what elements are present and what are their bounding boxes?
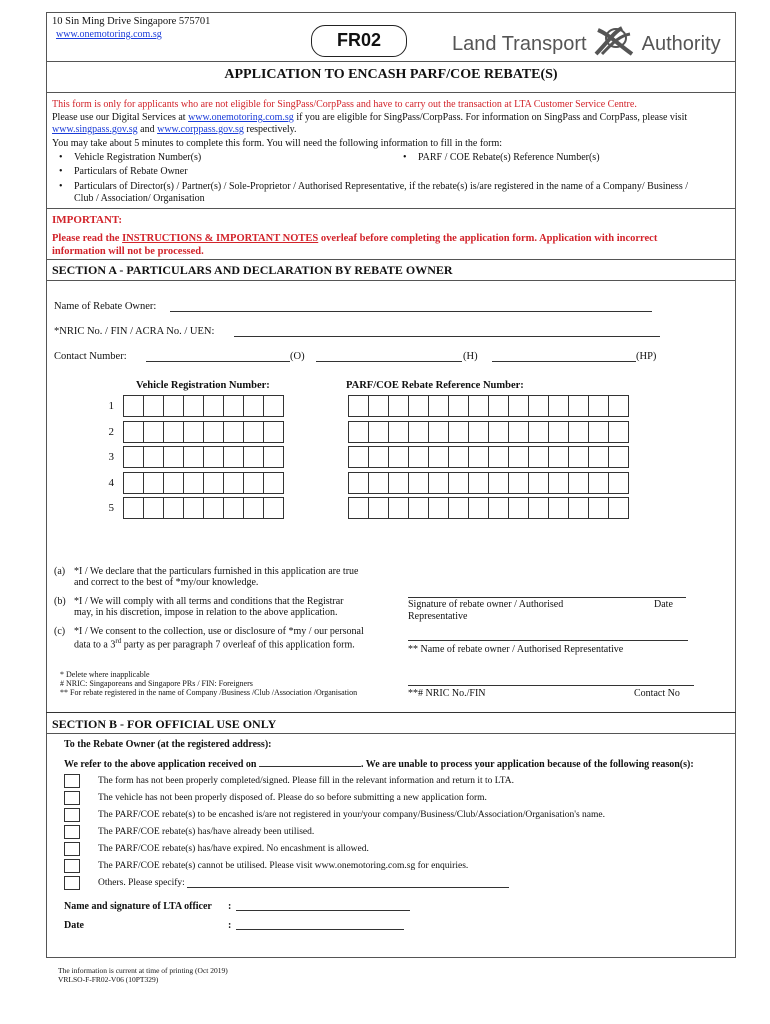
row-number: 1 (108, 400, 114, 412)
reason-checkbox[interactable] (64, 825, 80, 839)
rebate-char-box[interactable] (548, 421, 569, 443)
vehicle-char-box[interactable] (163, 497, 184, 519)
vehicle-char-box[interactable] (243, 395, 264, 417)
reason-item (64, 876, 509, 890)
rebate-char-box[interactable] (428, 421, 449, 443)
rebate-char-box[interactable] (608, 421, 629, 443)
intro-text: respectively. (243, 124, 297, 135)
address: 10 Sin Ming Drive Singapore 575701 (52, 16, 211, 27)
registration-row (104, 497, 628, 519)
rebate-char-box[interactable] (548, 472, 569, 494)
signature-label-2: Representative (408, 611, 468, 622)
declaration-c-line1: *I / We consent to the collection, use or disclosure of *my / our personal (74, 626, 364, 637)
instructions-link[interactable]: INSTRUCTIONS & IMPORTANT NOTES (122, 233, 319, 244)
rebate-char-box[interactable] (408, 446, 429, 468)
representative-name-field[interactable] (408, 640, 688, 641)
vehicle-char-box[interactable] (123, 472, 144, 494)
rebate-char-box[interactable] (488, 472, 509, 494)
divider (46, 259, 736, 260)
logo-text-right: Authority (641, 32, 721, 55)
intro-line-2 (52, 112, 687, 123)
vehicle-char-box[interactable] (123, 395, 144, 417)
contact-home-field[interactable] (316, 352, 462, 362)
important-text-part: Please read the (52, 233, 123, 244)
rebate-char-box[interactable] (408, 421, 429, 443)
registration-row (104, 472, 628, 494)
bullet-item: • Vehicle Registration Number(s) (74, 152, 201, 163)
rebate-char-box[interactable] (468, 497, 489, 519)
vehicle-char-box[interactable] (183, 421, 204, 443)
rebate-char-box[interactable] (528, 446, 549, 468)
form-title: APPLICATION TO ENCASH PARF/COE REBATE(S) (224, 67, 558, 82)
rebate-char-box[interactable] (428, 446, 449, 468)
refer-text: . We are unable to process your application because of the following reason(s): (360, 759, 694, 770)
reason-item (64, 842, 369, 856)
declaration-c-superscript: rd (115, 637, 122, 645)
rebate-char-box[interactable] (468, 472, 489, 494)
corppass-link[interactable]: www.corppass.gov.sg (157, 124, 244, 135)
vehicle-char-box[interactable] (203, 421, 224, 443)
declaration-a-marker: (a) (54, 566, 66, 577)
nric-contact-field[interactable] (408, 685, 694, 686)
rebate-char-box[interactable] (428, 472, 449, 494)
rebate-char-box[interactable] (448, 472, 469, 494)
rebate-owner-name-label: Name of Rebate Owner: (54, 301, 157, 312)
intro-text: if you are eligible for SingPass/CorpPass. For information on SingPass and CorpPass, please visit (293, 112, 688, 123)
rebate-char-box[interactable] (568, 497, 589, 519)
vehicle-char-box[interactable] (243, 497, 264, 519)
vehicle-char-box[interactable] (143, 395, 164, 417)
rebate-char-box[interactable] (348, 421, 369, 443)
vehicle-char-box[interactable] (203, 472, 224, 494)
rebate-char-box[interactable] (488, 446, 509, 468)
rebate-char-box[interactable] (488, 421, 509, 443)
vehicle-char-box[interactable] (243, 472, 264, 494)
rebate-char-box[interactable] (388, 446, 409, 468)
rebate-char-box[interactable] (368, 421, 389, 443)
note-company: ** For rebate registered in the name of Company /Business /Club /Association /Organisation (60, 688, 358, 697)
lta-logo (452, 24, 721, 64)
divider (46, 92, 736, 93)
contact-office-suffix: (O) (290, 351, 305, 362)
declaration-c-marker: (c) (54, 626, 66, 637)
rebate-reference-boxes (348, 472, 628, 494)
reason-text: The form has not been properly completed/signed. Please fill in the relevant information and return it to LTA. (98, 776, 514, 786)
reason-checkbox[interactable] (64, 842, 80, 856)
rebate-reference-header: PARF/COE Rebate Reference Number: (346, 380, 524, 391)
vehicle-char-box[interactable] (163, 446, 184, 468)
reason-checkbox[interactable] (64, 774, 80, 788)
reason-item (64, 774, 514, 788)
signature-field[interactable] (408, 597, 686, 598)
onemotoring-link[interactable]: www.onemotoring.com.sg (188, 112, 294, 123)
row-number: 4 (108, 476, 114, 489)
rebate-reference-boxes (348, 421, 628, 443)
nric-fin-label: **# NRIC No./FIN (408, 688, 486, 699)
vehicle-char-box[interactable] (143, 497, 164, 519)
footer-print-note: The information is current at time of printing (Oct 2019) (58, 966, 228, 975)
important-text-2: information will not be processed. (52, 246, 204, 257)
intro-text: Please use our Digital Services at (52, 112, 189, 123)
reason-text: The vehicle has not been properly disposed of. Please do so before submitting a new application form. (98, 793, 487, 803)
website-link[interactable]: www.onemotoring.com.sg (56, 29, 162, 40)
rebate-char-box[interactable] (388, 395, 409, 417)
vehicle-char-box[interactable] (243, 421, 264, 443)
reason-checkbox[interactable] (64, 791, 80, 805)
rebate-char-box[interactable] (608, 446, 629, 468)
rebate-char-box[interactable] (508, 446, 529, 468)
rebate-char-box[interactable] (608, 497, 629, 519)
registration-row (104, 395, 628, 417)
declaration-a-line2: and correct to the best of *my/our knowledge. (74, 577, 259, 588)
nric-label: *NRIC No. / FIN / ACRA No. / UEN: (54, 326, 215, 337)
vehicle-char-box[interactable] (243, 446, 264, 468)
vehicle-char-box[interactable] (263, 421, 284, 443)
vehicle-registration-header: Vehicle Registration Number: (136, 380, 270, 391)
vehicle-char-box[interactable] (263, 497, 284, 519)
rebate-char-box[interactable] (608, 395, 629, 417)
rebate-char-box[interactable] (428, 497, 449, 519)
vehicle-char-box[interactable] (123, 446, 144, 468)
vehicle-char-box[interactable] (183, 472, 204, 494)
vehicle-char-box[interactable] (223, 421, 244, 443)
vehicle-char-box[interactable] (183, 395, 204, 417)
reason-checkbox[interactable] (64, 808, 80, 822)
rebate-char-box[interactable] (408, 497, 429, 519)
rebate-owner-name-field[interactable] (170, 302, 652, 312)
refer-line (64, 757, 694, 770)
vehicle-char-box[interactable] (143, 446, 164, 468)
vehicle-char-box[interactable] (203, 446, 224, 468)
rebate-char-box[interactable] (568, 395, 589, 417)
rebate-char-box[interactable] (548, 446, 569, 468)
reason-item (64, 791, 487, 805)
divider (46, 61, 736, 62)
rebate-char-box[interactable] (508, 421, 529, 443)
rebate-char-box[interactable] (548, 395, 569, 417)
row-number: 5 (108, 502, 114, 514)
rebate-char-box[interactable] (348, 472, 369, 494)
registration-row (104, 446, 628, 468)
rebate-reference-boxes (348, 497, 628, 519)
rebate-char-box[interactable] (448, 446, 469, 468)
rebate-char-box[interactable] (408, 472, 429, 494)
vehicle-char-box[interactable] (143, 472, 164, 494)
rebate-char-box[interactable] (388, 472, 409, 494)
vehicle-char-box[interactable] (163, 421, 184, 443)
vehicle-char-box[interactable] (123, 497, 144, 519)
rebate-char-box[interactable] (588, 421, 609, 443)
rebate-char-box[interactable] (568, 472, 589, 494)
rebate-char-box[interactable] (488, 497, 509, 519)
rebate-char-box[interactable] (348, 446, 369, 468)
rebate-char-box[interactable] (548, 497, 569, 519)
refer-text: We refer to the above application received on (64, 759, 259, 770)
important-text (52, 233, 657, 244)
rebate-reference-boxes (348, 446, 628, 468)
intro-red-line: This form is only for applicants who are not eligible for SingPass/CorpPass and have to carry out the transaction at LTA Customer Service Centre. (52, 99, 637, 110)
intro-text: and (137, 124, 158, 135)
declaration-b-marker: (b) (54, 596, 66, 607)
declaration-b-line1: *I / We will comply with all terms and conditions that the Registrar (74, 596, 344, 607)
row-number: 2 (108, 425, 114, 438)
vehicle-char-box[interactable] (223, 395, 244, 417)
contact-office-field[interactable] (146, 352, 290, 362)
note-delete: * Delete where inapplicable (60, 670, 150, 679)
rebate-char-box[interactable] (348, 497, 369, 519)
reason-text: The PARF/COE rebate(s) has/have already been utilised. (98, 827, 315, 837)
vehicle-char-box[interactable] (223, 446, 244, 468)
declaration-b-line2: may, in his discretion, impose in relation to the above application. (74, 607, 338, 618)
others-specify-field[interactable] (187, 879, 509, 888)
rebate-char-box[interactable] (368, 395, 389, 417)
logo-text-left: Land Transport (452, 32, 587, 55)
vehicle-char-box[interactable] (223, 497, 244, 519)
rebate-char-box[interactable] (508, 472, 529, 494)
important-text-part: overleaf before completing the application form. Application with incorrect (318, 233, 658, 244)
rebate-char-box[interactable] (588, 497, 609, 519)
reason-text: The PARF/COE rebate(s) has/have expired. No encashment is allowed. (98, 844, 369, 854)
rebate-reference-boxes (348, 395, 628, 417)
declaration-c-line2 (74, 637, 355, 650)
official-date-colon: : (228, 920, 232, 931)
rebate-char-box[interactable] (448, 421, 469, 443)
rebate-char-box[interactable] (588, 446, 609, 468)
official-date-label: Date (64, 920, 84, 931)
bullet-item: • Particulars of Director(s) / Partner(s) / Sole-Proprietor / Authorised Representative, if the rebate(s) is/are registered in the name of a Company/ Business / (74, 181, 688, 192)
divider (46, 208, 736, 209)
important-heading: IMPORTANT: (52, 214, 123, 226)
vehicle-char-box[interactable] (183, 497, 204, 519)
vehicle-registration-boxes (123, 472, 283, 494)
officer-label: Name and signature of LTA officer (64, 901, 212, 912)
reason-checkbox[interactable] (64, 859, 80, 873)
rebate-char-box[interactable] (388, 497, 409, 519)
officer-colon: : (228, 901, 232, 912)
reason-item (64, 859, 468, 873)
vehicle-char-box[interactable] (143, 421, 164, 443)
rebate-char-box[interactable] (468, 446, 489, 468)
footer-form-code: VRLSO-F-FR02-V06 (10PT329) (58, 975, 159, 984)
bullet-item: • Particulars of Rebate Owner (74, 166, 188, 177)
rebate-char-box[interactable] (428, 395, 449, 417)
divider (46, 280, 736, 281)
rebate-char-box[interactable] (588, 395, 609, 417)
vehicle-registration-boxes (123, 497, 283, 519)
rebate-char-box[interactable] (508, 497, 529, 519)
rebate-char-box[interactable] (528, 395, 549, 417)
contact-hp-field[interactable] (492, 352, 636, 362)
signature-label: Signature of rebate owner / Authorised (408, 599, 564, 610)
reason-checkbox[interactable] (64, 876, 80, 890)
section-a-title: SECTION A - PARTICULARS AND DECLARATION BY REBATE OWNER (52, 263, 453, 277)
rebate-char-box[interactable] (568, 446, 589, 468)
contact-hp-suffix: (HP) (636, 351, 657, 362)
intro-line-4: You may take about 5 minutes to complete this form. You will need the following information to fill in the form: (52, 138, 503, 149)
rebate-char-box[interactable] (388, 421, 409, 443)
vehicle-char-box[interactable] (183, 446, 204, 468)
form-code-badge: FR02 (311, 25, 407, 57)
contact-home-suffix: (H) (463, 351, 478, 362)
registration-row (104, 421, 628, 443)
rebate-char-box[interactable] (448, 395, 469, 417)
rebate-char-box[interactable] (588, 472, 609, 494)
divider (46, 733, 736, 734)
rebate-char-box[interactable] (368, 446, 389, 468)
declaration-a-line1: *I / We declare that the particulars furnished in this application are true (74, 566, 359, 577)
vehicle-char-box[interactable] (263, 395, 284, 417)
vehicle-char-box[interactable] (163, 472, 184, 494)
note-nric: # NRIC: Singaporeans and Singapore PRs / FIN: Foreigners (60, 679, 253, 688)
vehicle-char-box[interactable] (263, 446, 284, 468)
rebate-char-box[interactable] (408, 395, 429, 417)
row-number: 3 (108, 451, 114, 463)
rebate-char-box[interactable] (508, 395, 529, 417)
reason-item (64, 825, 314, 839)
singpass-link[interactable]: www.singpass.gov.sg (52, 124, 138, 135)
vehicle-registration-boxes (123, 395, 283, 417)
reason-text: Others. Please specify: (98, 878, 185, 888)
rebate-char-box[interactable] (608, 472, 629, 494)
rebate-char-box[interactable] (468, 421, 489, 443)
rebate-char-box[interactable] (568, 421, 589, 443)
rebate-char-box[interactable] (528, 421, 549, 443)
declaration-c-text: data to a 3 (74, 639, 116, 651)
lta-emblem-icon (592, 24, 636, 64)
contact-no-label: Contact No (634, 688, 680, 699)
nric-field[interactable] (234, 327, 660, 337)
signature-date-label: Date (654, 599, 673, 610)
vehicle-char-box[interactable] (163, 395, 184, 417)
reason-item (64, 808, 605, 822)
reason-text: The PARF/COE rebate(s) to be encashed is/are not registered in your/your company/Business/Club/Association/Organisation's name. (98, 810, 605, 820)
section-b-title: SECTION B - FOR OFFICIAL USE ONLY (52, 717, 277, 731)
rebate-char-box[interactable] (448, 497, 469, 519)
rebate-char-box[interactable] (348, 395, 369, 417)
rebate-char-box[interactable] (528, 472, 549, 494)
declaration-c-text: party as per paragraph 7 overleaf of this application form. (121, 639, 355, 651)
bullet-item: • PARF / COE Rebate(s) Reference Number(s) (418, 152, 600, 163)
vehicle-char-box[interactable] (203, 497, 224, 519)
rebate-char-box[interactable] (368, 472, 389, 494)
rebate-char-box[interactable] (528, 497, 549, 519)
officer-signature-field[interactable] (236, 910, 410, 911)
rebate-char-box[interactable] (368, 497, 389, 519)
contact-number-label: Contact Number: (54, 351, 127, 362)
vehicle-registration-boxes (123, 421, 283, 443)
intro-line-3 (52, 124, 297, 135)
rebate-char-box[interactable] (488, 395, 509, 417)
vehicle-char-box[interactable] (123, 421, 144, 443)
vehicle-char-box[interactable] (263, 472, 284, 494)
bullet-item-continued: Club / Association/ Organisation (74, 193, 205, 204)
received-date-field[interactable] (259, 757, 361, 767)
rebate-char-box[interactable] (468, 395, 489, 417)
vehicle-registration-boxes (123, 446, 283, 468)
official-date-field[interactable] (236, 929, 404, 930)
vehicle-char-box[interactable] (223, 472, 244, 494)
to-rebate-owner: To the Rebate Owner (at the registered address): (64, 739, 272, 750)
representative-name-label: ** Name of rebate owner / Authorised Representative (408, 644, 624, 655)
vehicle-char-box[interactable] (203, 395, 224, 417)
reason-text: The PARF/COE rebate(s) cannot be utilised. Please visit www.onemotoring.com.sg for enquiries. (98, 861, 469, 871)
